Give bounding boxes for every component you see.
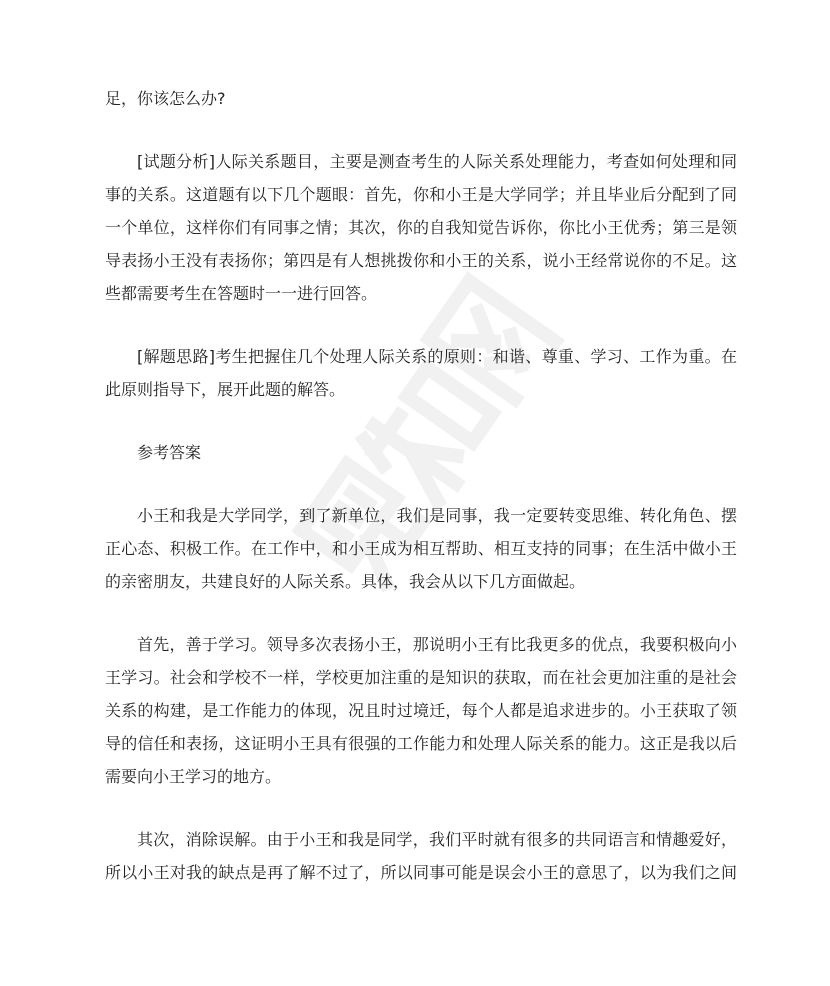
analysis-paragraph [105, 145, 737, 310]
text-line: 一个单位，这样你们有同事之情；其次，你的自我知觉告诉你，你比小王优秀；第三是领 [105, 218, 737, 237]
text-line: 首先，善于学习。领导多次表扬小王，那说明小王有比我更多的优点，我要积极向小 [137, 635, 737, 654]
text-line: 此原则指导下，展开此题的解答。 [105, 380, 346, 399]
approach-paragraph [105, 340, 737, 406]
text-line: 导表扬小王没有表扬你；第四是有人想挑拨你和小王的关系，说小王经常说你的不足。这 [105, 251, 737, 270]
text-line: 导的信任和表扬，这证明小王具有很强的工作能力和处理人际关系的能力。这正是我以后 [105, 734, 737, 753]
reference-answer-heading [105, 436, 737, 469]
text-line: 关系的构建，是工作能力的体现，况且时过境迁，每个人都是追求进步的。小王获取了领 [105, 701, 737, 720]
text-line: 小王和我是大学同学，到了新单位，我们是同事，我一定要转变思维、转化角色、摆 [137, 506, 737, 525]
text-line: 需要向小王学习的地方。 [105, 767, 282, 786]
text-line: 足，你该怎么办? [105, 89, 226, 108]
question-tail [105, 82, 737, 115]
text-line: 其次，消除误解。由于小王和我是同学，我们平时就有很多的共同语言和情趣爱好， [137, 830, 737, 849]
answer-intro-paragraph [105, 499, 737, 598]
text-line: 王学习。社会和学校不一样，学校更加注重的是知识的获取，而在社会更加注重的是社会 [105, 668, 737, 687]
text-line: 正心态、积极工作。在工作中，和小王成为相互帮助、相互支持的同事；在生活中做小王 [105, 539, 737, 558]
first-point-paragraph [105, 628, 737, 793]
text-line: [试题分析]人际关系题目，主要是测查考生的人际关系处理能力，考查如何处理和同 [137, 152, 737, 171]
document-body [105, 82, 737, 919]
text-line: 的亲密朋友，共建良好的人际关系。具体，我会从以下几方面做起。 [105, 572, 586, 591]
text-line: 参考答案 [137, 443, 202, 462]
second-point-paragraph [105, 823, 737, 889]
text-line: [解题思路]考生把握住几个处理人际关系的原则：和谐、尊重、学习、工作为重。在 [137, 347, 737, 366]
text-line: 些都需要考生在答题时一一进行回答。 [105, 284, 378, 303]
text-line: 事的关系。这道题有以下几个题眼：首先，你和小王是大学同学；并且毕业后分配到了同 [105, 185, 737, 204]
text-line: 所以小王对我的缺点是再了解不过了，所以同事可能是误会小王的意思了，以为我们之间 [105, 863, 737, 882]
